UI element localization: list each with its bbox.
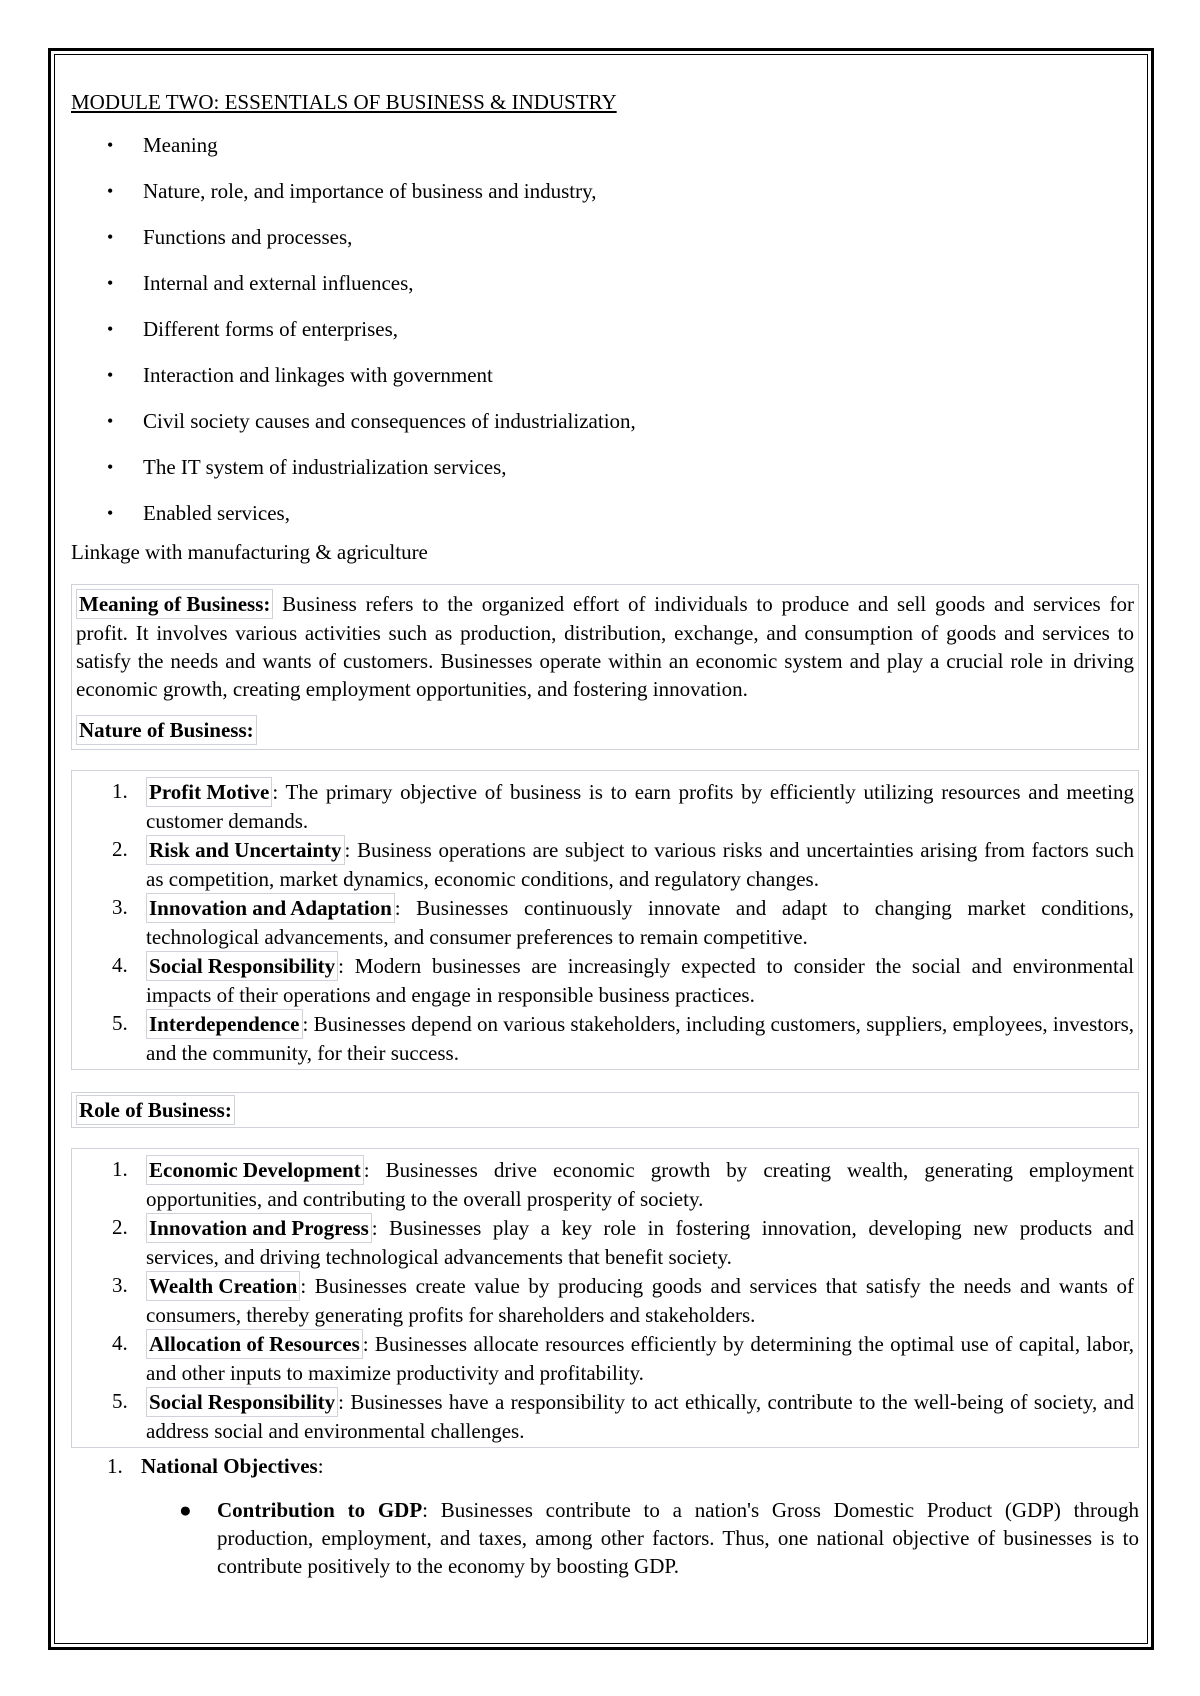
topic-item: • Meaning — [107, 122, 1139, 168]
topic-item: • Nature, role, and importance of business and industry, — [107, 168, 1139, 214]
item-term: Innovation and Adaptation — [146, 893, 395, 923]
bullet-icon: • — [107, 135, 114, 155]
list-item: 1. Profit Motive : The primary objective of business is to earn profits by efficiently utilizing resources and meeting customer demands. — [112, 779, 1134, 833]
role-heading-box — [71, 1092, 1139, 1128]
list-item: 4. Social Responsibility : Modern businesses are increasingly expected to consider the social and environmental impacts of their operations and engage in responsible business practices. — [112, 953, 1134, 1007]
bullet-icon: • — [107, 181, 114, 201]
meaning-box — [71, 584, 1139, 750]
list-item: 2. Risk and Uncertainty : Business operations are subject to various risks and uncertainties arising from factors such as competition, market dynamics, economic conditions, and regulatory changes. — [112, 837, 1134, 891]
bullet-icon: • — [107, 365, 114, 385]
topic-item: • Enabled services, — [107, 490, 1139, 536]
role-heading: Role of Business: — [76, 1095, 235, 1125]
item-term: Social Responsibility — [146, 951, 338, 981]
meaning-label: Meaning of Business: — [76, 589, 273, 619]
national-sub-list — [71, 1496, 1139, 1580]
topic-list — [71, 122, 1139, 536]
module-title: MODULE TWO: ESSENTIALS OF BUSINESS & INDUSTRY — [71, 90, 617, 114]
topic-item: • Functions and processes, — [107, 214, 1139, 260]
list-item: 1. Economic Development : Businesses drive economic growth by creating wealth, generating employment opportunities, and contributing to the overall prosperity of society. — [112, 1157, 1134, 1211]
item-term: Wealth Creation — [146, 1271, 300, 1301]
list-item: 5. Social Responsibility : Businesses have a responsibility to act ethically, contribute to the well-being of society, and address social and environmental challenges. — [112, 1389, 1134, 1443]
item-term: Economic Development — [146, 1155, 364, 1185]
nature-heading: Nature of Business: — [76, 715, 257, 745]
bullet-icon: • — [107, 503, 114, 523]
topic-item: • Different forms of enterprises, — [107, 306, 1139, 352]
nature-heading-row — [76, 715, 1134, 745]
item-term: Interdependence — [146, 1009, 303, 1039]
item-term: Allocation of Resources — [146, 1329, 363, 1359]
bullet-icon: • — [107, 227, 114, 247]
meaning-text: Business refers to the organized effort of individuals to produce and sell goods and services for profit. It involves various activities such as production, distribution, exchange, and consumption of goods and services to satisfy the needs and wants of customers. Businesses operate within an economic system and play a crucial role in driving economic growth, creating employment opportunities, and fostering innovation. — [76, 592, 1134, 701]
list-item: 5. Interdependence : Businesses depend on various stakeholders, including customers, suppliers, employees, investors, and the community, for their success. — [112, 1011, 1134, 1065]
item-term: Social Responsibility — [146, 1387, 338, 1417]
bullet-icon: • — [107, 273, 114, 293]
list-item: 4. Allocation of Resources : Businesses allocate resources efficiently by determining the optimal use of capital, labor, and other inputs to maximize productivity and profitability. — [112, 1331, 1134, 1385]
bullet-icon: • — [107, 411, 114, 431]
topic-item: • Civil society causes and consequences of industrialization, — [107, 398, 1139, 444]
item-term: Contribution to GDP — [217, 1498, 423, 1522]
bullet-icon: ● — [179, 1498, 192, 1522]
topic-item: • Internal and external influences, — [107, 260, 1139, 306]
role-list-box — [71, 1148, 1139, 1448]
national-objectives-term: National Objectives — [141, 1454, 318, 1478]
item-term: Innovation and Progress — [146, 1213, 372, 1243]
nature-list — [76, 777, 1134, 1067]
topic-item: • Interaction and linkages with government — [107, 352, 1139, 398]
meaning-paragraph — [76, 589, 1134, 703]
nature-list-box — [71, 770, 1139, 1070]
list-item: 3. Innovation and Adaptation : Businesses continuously innovate and adapt to changing market conditions, technological advancements, and consumer preferences to remain competitive. — [112, 895, 1134, 949]
list-item: 2. Innovation and Progress : Businesses play a key role in fostering innovation, developing new products and services, and driving technological advancements that benefit society. — [112, 1215, 1134, 1269]
linkage-text: Linkage with manufacturing & agriculture — [71, 540, 428, 564]
bullet-icon: • — [107, 319, 114, 339]
item-term: Profit Motive — [146, 777, 272, 807]
list-item: 3. Wealth Creation : Businesses create value by producing goods and services that satisfy the needs and wants of consumers, thereby generating profits for shareholders and stakeholders. — [112, 1273, 1134, 1327]
list-item: ● Contribution to GDP: Businesses contribute to a nation's Gross Domestic Product (GDP) through production, employment, and taxes, among other factors. Thus, one national objective of businesses is to contribute positively to the economy by boosting GDP. — [179, 1498, 1139, 1578]
document-content — [71, 88, 1139, 1580]
role-list — [76, 1155, 1134, 1445]
item-term: Risk and Uncertainty — [146, 835, 345, 865]
national-objectives: 1. National Objectives: — [107, 1454, 324, 1478]
topic-item: • The IT system of industrialization services, — [107, 444, 1139, 490]
bullet-icon: • — [107, 457, 114, 477]
